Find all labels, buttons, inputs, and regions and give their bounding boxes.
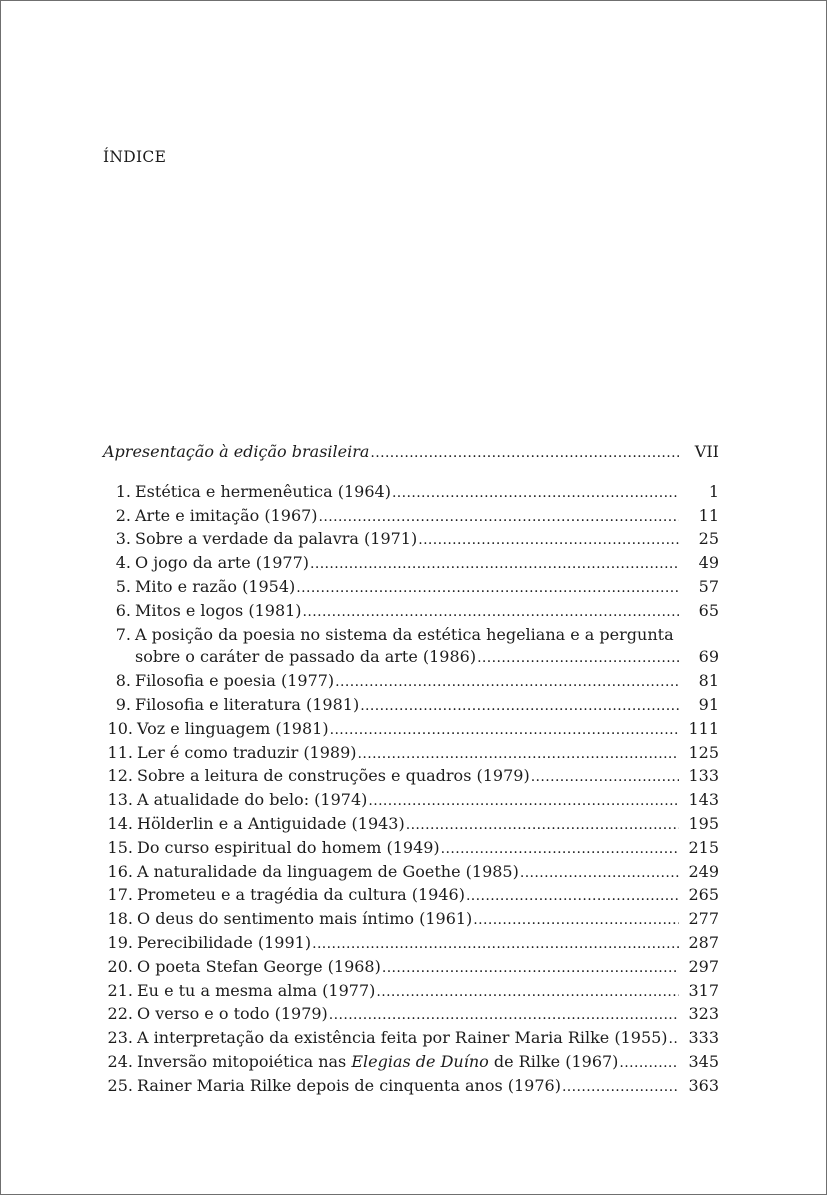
- entry-page: 65: [698, 600, 719, 620]
- dot-leader: [392, 481, 679, 505]
- dot-leader: [520, 861, 679, 885]
- toc-entry[interactable]: [103, 813, 719, 837]
- entry-number: 24.: [107, 1051, 133, 1071]
- dot-leader: [441, 837, 679, 861]
- entry-number: 21.: [107, 980, 133, 1000]
- entry-title: Estética e hermenêutica (1964): [135, 481, 391, 501]
- entry-title: Do curso espiritual do homem (1949): [137, 837, 440, 857]
- dot-leader: [330, 718, 679, 742]
- entry-page: 91: [698, 694, 719, 714]
- entry-page: 111: [688, 718, 719, 738]
- toc-entry[interactable]: [103, 670, 719, 694]
- entry-page: 195: [688, 813, 719, 833]
- toc-entry[interactable]: [103, 1003, 719, 1027]
- entry-number: 22.: [107, 1004, 133, 1024]
- entry-number: 11.: [107, 742, 133, 762]
- dot-leader: [477, 646, 679, 670]
- dot-leader: [303, 600, 679, 624]
- entry-number: 6.: [115, 600, 131, 620]
- entry-title: Voz e linguagem (1981): [137, 718, 329, 738]
- entry-number: 5.: [115, 576, 131, 596]
- entry-number: 3.: [115, 529, 131, 549]
- toc-entry[interactable]: [103, 552, 719, 576]
- dot-leader: [370, 441, 679, 465]
- entry-number: 14.: [107, 813, 133, 833]
- dot-leader: [418, 528, 679, 552]
- toc-entry[interactable]: [103, 1075, 719, 1099]
- entry-page: VII: [694, 442, 719, 461]
- entry-title: Arte e imitação (1967): [135, 505, 318, 525]
- entry-title: O jogo da arte (1977): [135, 553, 309, 573]
- toc-entry-continuation[interactable]: [103, 646, 719, 670]
- toc-entry[interactable]: [103, 481, 719, 505]
- entry-title: O deus do sentimento mais íntimo (1961): [137, 909, 473, 929]
- dot-leader: [360, 694, 679, 718]
- toc-entry[interactable]: [103, 742, 719, 766]
- entry-number: 23.: [107, 1028, 133, 1048]
- toc-entry[interactable]: [103, 980, 719, 1004]
- toc-entry[interactable]: [103, 884, 719, 908]
- dot-leader: [466, 884, 679, 908]
- dot-leader: [473, 908, 679, 932]
- entry-title: Filosofia e literatura (1981): [135, 694, 360, 714]
- dot-leader: [368, 789, 679, 813]
- entry-page: 363: [688, 1075, 719, 1095]
- toc-entry[interactable]: [103, 837, 719, 861]
- entry-number: 16.: [107, 861, 133, 881]
- toc-entry[interactable]: [103, 932, 719, 956]
- dot-leader: [335, 670, 679, 694]
- entry-title: Perecibilidade (1991): [137, 932, 312, 952]
- entry-page: 323: [688, 1004, 719, 1024]
- entry-page: 25: [698, 529, 719, 549]
- dot-leader: [329, 1003, 679, 1027]
- entry-number: 19.: [107, 932, 133, 952]
- entry-number: 12.: [107, 766, 133, 786]
- table-of-contents: [103, 441, 719, 1099]
- entry-number: 15.: [107, 837, 133, 857]
- entry-page: 57: [698, 576, 719, 596]
- toc-entry[interactable]: [103, 528, 719, 552]
- entry-title-italic: Elegias de Duíno: [351, 1051, 489, 1071]
- toc-entry[interactable]: [103, 624, 719, 647]
- entry-title: Sobre a leitura de construções e quadros (1979): [137, 766, 530, 786]
- entry-page: 215: [688, 837, 719, 857]
- dot-leader: [296, 576, 679, 600]
- entry-title: Mito e razão (1954): [135, 576, 296, 596]
- entry-title: Mitos e logos (1981): [135, 600, 302, 620]
- toc-entry[interactable]: [103, 789, 719, 813]
- entry-title: A posição da poesia no sistema da estética hegeliana e a pergunta: [135, 624, 674, 644]
- entry-number: 25.: [107, 1075, 133, 1095]
- entry-number: 10.: [107, 718, 133, 738]
- entry-page: 249: [688, 861, 719, 881]
- entry-title: sobre o caráter de passado da arte (1986): [135, 647, 477, 667]
- toc-entry[interactable]: [103, 1027, 719, 1051]
- entry-page: 287: [688, 932, 719, 952]
- entry-page: 345: [688, 1051, 719, 1071]
- entry-page: 125: [688, 742, 719, 762]
- entry-title: O verso e o todo (1979): [137, 1004, 328, 1024]
- entry-number: 1.: [115, 481, 131, 501]
- entry-number: 7.: [115, 624, 131, 644]
- entry-page: 297: [688, 956, 719, 976]
- entry-title: O poeta Stefan George (1968): [137, 956, 381, 976]
- entry-number: 20.: [107, 956, 133, 976]
- toc-entries: [103, 481, 719, 1099]
- toc-entry[interactable]: [103, 861, 719, 885]
- entry-number: 4.: [115, 553, 131, 573]
- dot-leader: [531, 765, 679, 789]
- dot-leader: [376, 980, 679, 1004]
- dot-leader: [319, 505, 679, 529]
- entry-page: 11: [698, 505, 719, 525]
- dot-leader: [358, 742, 679, 766]
- dot-leader: [310, 552, 679, 576]
- toc-entry[interactable]: [103, 694, 719, 718]
- toc-entry[interactable]: [103, 718, 719, 742]
- entry-page: 317: [688, 980, 719, 1000]
- entry-page: 49: [698, 553, 719, 573]
- toc-entry-presentation[interactable]: [103, 441, 719, 465]
- toc-entry[interactable]: [103, 765, 719, 789]
- entry-title: A naturalidade da linguagem de Goethe (1985): [137, 861, 519, 881]
- entry-title: Prometeu e a tragédia da cultura (1946): [137, 885, 465, 905]
- entry-page: 81: [698, 671, 719, 691]
- entry-page: 69: [698, 647, 719, 667]
- dot-leader: [382, 956, 679, 980]
- dot-leader: [619, 1051, 679, 1075]
- entry-number: 2.: [115, 505, 131, 525]
- dot-leader: [406, 813, 679, 837]
- entry-title: Filosofia e poesia (1977): [135, 671, 335, 691]
- entry-number: 8.: [115, 671, 131, 691]
- entry-title: A interpretação da existência feita por Rainer Maria Rilke (1955): [137, 1028, 668, 1048]
- toc-entry[interactable]: [103, 908, 719, 932]
- toc-entry[interactable]: [103, 1051, 719, 1075]
- entry-title: Eu e tu a mesma alma (1977): [137, 980, 376, 1000]
- toc-entry[interactable]: [103, 600, 719, 624]
- entry-number: 9.: [115, 694, 131, 714]
- entry-number: 13.: [107, 790, 133, 810]
- entry-title: Rainer Maria Rilke depois de cinquenta anos (1976): [137, 1075, 561, 1095]
- entry-number: 18.: [107, 909, 133, 929]
- entry-number: 17.: [107, 885, 133, 905]
- entry-title: Hölderlin e a Antiguidade (1943): [137, 813, 405, 833]
- entry-title-part: Inversão mitopoiética nas: [137, 1051, 352, 1071]
- entry-page: 1: [708, 481, 719, 501]
- entry-page: 133: [688, 766, 719, 786]
- entry-page: 143: [688, 790, 719, 810]
- entry-title: Apresentação à edição brasileira: [103, 442, 370, 461]
- entry-title-part: de Rilke (1967): [488, 1051, 619, 1071]
- entry-title: Sobre a verdade da palavra (1971): [135, 529, 418, 549]
- toc-entry[interactable]: [103, 956, 719, 980]
- entry-title: A atualidade do belo: (1974): [137, 790, 368, 810]
- entry-title: Ler é como traduzir (1989): [137, 742, 357, 762]
- page-heading: ÍNDICE: [103, 148, 167, 166]
- entry-page: 265: [688, 885, 719, 905]
- entry-title: [133, 1051, 618, 1074]
- toc-entry[interactable]: [103, 505, 719, 529]
- entry-page: 277: [688, 909, 719, 929]
- dot-leader: [312, 932, 679, 956]
- dot-leader: [562, 1075, 679, 1099]
- entry-page: 333: [688, 1028, 719, 1048]
- dot-leader: [669, 1027, 679, 1051]
- toc-entry[interactable]: [103, 576, 719, 600]
